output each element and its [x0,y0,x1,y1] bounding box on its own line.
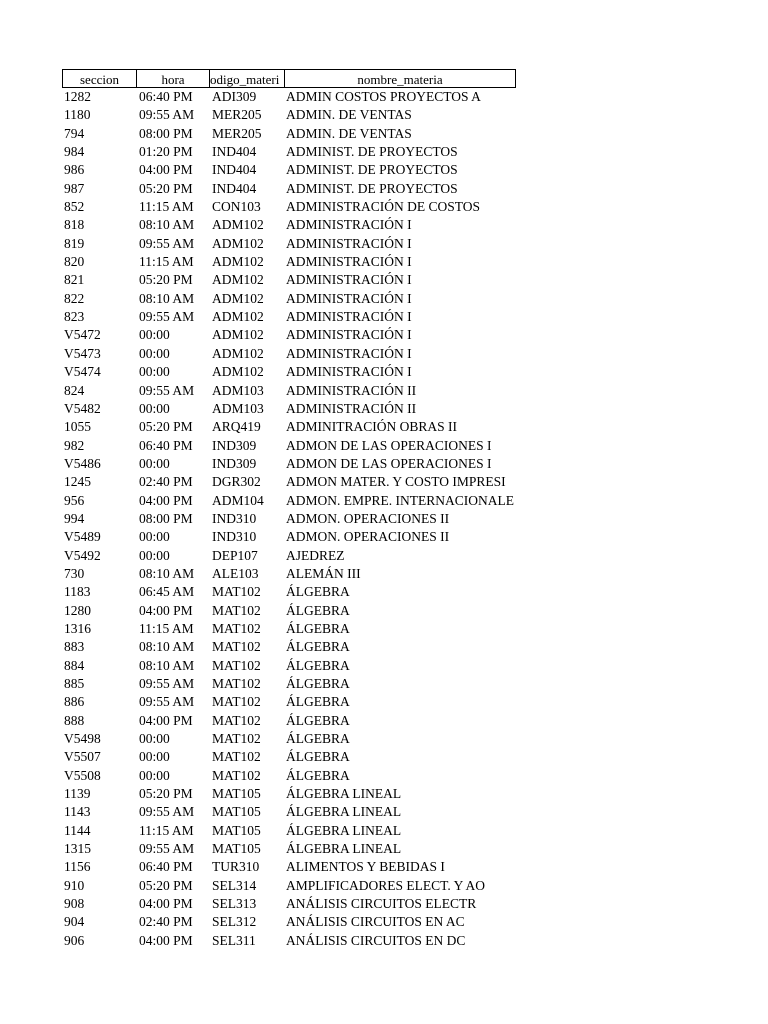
codigo-materia-cell[interactable]: IND310 [212,529,257,545]
nombre-materia-cell[interactable]: ADMINISTRACIÓN II [286,382,417,398]
nombre-materia-cell[interactable]: ADMON. EMPRE. INTERNACIONALE [286,492,514,508]
spreadsheet-table [62,69,532,950]
codigo-materia-cell[interactable]: SEL313 [212,896,257,912]
codigo-materia-cell[interactable]: MAT102 [212,620,261,636]
table-row[interactable] [62,106,532,124]
hora-cell[interactable]: 00:00 [139,749,170,765]
table-row[interactable] [62,308,532,326]
hora-cell[interactable]: 09:55 AM [139,804,195,820]
header-seccion[interactable]: seccion [62,69,136,88]
nombre-materia-cell[interactable]: ADMON DE LAS OPERACIONES I [286,437,492,453]
nombre-materia-cell[interactable]: ADMINIST. DE PROYECTOS [286,180,458,196]
hora-cell[interactable]: 00:00 [139,529,170,545]
table-row[interactable] [62,657,532,675]
hora-cell[interactable]: 04:00 PM [139,932,193,948]
nombre-materia-cell[interactable]: ÁLGEBRA LINEAL [286,841,402,857]
nombre-materia-cell[interactable]: ÁLGEBRA [286,657,350,673]
hora-cell[interactable]: 05:20 PM [139,180,193,196]
codigo-materia-cell[interactable]: MAT102 [212,602,261,618]
nombre-materia-cell[interactable]: ANÁLISIS CIRCUITOS ELECTR [286,896,477,912]
nombre-materia-cell[interactable]: ÁLGEBRA [286,676,350,691]
table-row[interactable] [62,125,532,143]
table-row[interactable] [62,345,532,363]
nombre-materia-cell[interactable]: ADMINISTRACIÓN I [286,272,412,288]
nombre-materia-cell[interactable]: ÁLGEBRA [286,639,350,655]
table-row[interactable] [62,418,532,436]
hora-cell[interactable]: 08:10 AM [139,565,195,581]
seccion-cell[interactable]: V5482 [64,400,101,416]
table-row[interactable] [62,271,532,289]
seccion-cell[interactable]: 982 [64,437,85,453]
codigo-materia-cell[interactable]: MAT102 [212,639,261,655]
nombre-materia-cell[interactable]: ÁLGEBRA [286,731,350,747]
hora-cell[interactable]: 05:20 PM [139,272,193,288]
table-row[interactable] [62,785,532,803]
hora-cell[interactable]: 09:55 AM [139,107,195,123]
codigo-materia-cell[interactable]: IND310 [212,510,257,526]
hora-cell[interactable]: 00:00 [139,767,170,783]
seccion-cell[interactable]: 956 [64,492,85,508]
table-row[interactable] [62,932,532,950]
table-row[interactable] [62,235,532,253]
hora-cell[interactable]: 00:00 [139,400,170,416]
table-row[interactable] [62,253,532,271]
seccion-cell[interactable]: 994 [64,510,85,526]
seccion-cell[interactable]: V5474 [64,364,101,380]
seccion-cell[interactable]: 885 [64,676,85,691]
codigo-materia-cell[interactable]: MAT102 [212,694,261,710]
table-row[interactable] [62,473,532,491]
nombre-materia-cell[interactable]: ÁLGEBRA [286,694,350,710]
table-row[interactable] [62,510,532,528]
nombre-materia-cell[interactable]: ADMON MATER. Y COSTO IMPRESI [286,474,506,490]
hora-cell[interactable]: 00:00 [139,547,170,563]
table-row[interactable] [62,363,532,381]
seccion-cell[interactable]: 1316 [64,620,91,636]
table-row[interactable] [62,400,532,418]
nombre-materia-cell[interactable]: ADMINISTRACIÓN I [286,235,412,251]
seccion-cell[interactable]: 819 [64,235,85,251]
codigo-materia-cell[interactable]: SEL314 [212,877,257,893]
seccion-cell[interactable]: 818 [64,217,85,233]
hora-cell[interactable]: 02:40 PM [139,914,193,930]
codigo-materia-cell[interactable]: MER205 [212,107,262,123]
nombre-materia-cell[interactable]: ADMINIST. DE PROYECTOS [286,162,458,178]
seccion-cell[interactable]: V5472 [64,327,101,343]
hora-cell[interactable]: 04:00 PM [139,492,193,508]
seccion-cell[interactable]: 908 [64,896,85,912]
nombre-materia-cell[interactable]: ALIMENTOS Y BEBIDAS I [286,859,445,875]
hora-cell[interactable]: 00:00 [139,364,170,380]
nombre-materia-cell[interactable]: ADMINIST. DE PROYECTOS [286,144,458,160]
seccion-cell[interactable]: 1139 [64,786,91,802]
hora-cell[interactable]: 04:00 PM [139,896,193,912]
table-row[interactable] [62,180,532,198]
table-row[interactable] [62,693,532,711]
hora-cell[interactable]: 08:00 PM [139,510,193,526]
seccion-cell[interactable]: 820 [64,254,85,270]
hora-cell[interactable]: 09:55 AM [139,676,195,691]
hora-cell[interactable]: 02:40 PM [139,474,193,490]
codigo-materia-cell[interactable]: IND404 [212,162,257,178]
table-row[interactable] [62,858,532,876]
table-row[interactable] [62,803,532,821]
table-row[interactable] [62,161,532,179]
hora-cell[interactable]: 06:40 PM [139,89,193,104]
table-row[interactable] [62,913,532,931]
hora-cell[interactable]: 06:45 AM [139,584,195,600]
seccion-cell[interactable]: V5489 [64,529,101,545]
hora-cell[interactable]: 09:55 AM [139,235,195,251]
nombre-materia-cell[interactable]: ÁLGEBRA [286,712,350,728]
codigo-materia-cell[interactable]: ADM102 [212,217,264,233]
hora-cell[interactable]: 11:15 AM [139,620,194,636]
table-row[interactable] [62,198,532,216]
nombre-materia-cell[interactable]: ÁLGEBRA [286,620,350,636]
table-row[interactable] [62,730,532,748]
table-row[interactable] [62,602,532,620]
nombre-materia-cell[interactable]: ÁLGEBRA [286,767,350,783]
nombre-materia-cell[interactable]: ÁLGEBRA LINEAL [286,822,402,838]
table-row[interactable] [62,840,532,858]
hora-cell[interactable]: 05:20 PM [139,877,193,893]
codigo-materia-cell[interactable]: IND309 [212,437,257,453]
seccion-cell[interactable]: 1315 [64,841,91,857]
hora-cell[interactable]: 08:10 AM [139,639,195,655]
nombre-materia-cell[interactable]: ÁLGEBRA LINEAL [286,786,402,802]
seccion-cell[interactable]: 888 [64,712,85,728]
codigo-materia-cell[interactable]: MAT102 [212,657,261,673]
table-row[interactable] [62,767,532,785]
nombre-materia-cell[interactable]: ADMIN. DE VENTAS [286,107,412,123]
hora-cell[interactable]: 01:20 PM [139,144,193,160]
table-row[interactable] [62,528,532,546]
table-row[interactable] [62,877,532,895]
table-row[interactable] [62,638,532,656]
codigo-materia-cell[interactable]: ADM102 [212,309,264,325]
nombre-materia-cell[interactable]: ADMON. OPERACIONES II [286,510,450,526]
nombre-materia-cell[interactable]: AJEDREZ [286,547,345,563]
seccion-cell[interactable]: V5492 [64,547,101,563]
nombre-materia-cell[interactable]: ADMINISTRACIÓN I [286,217,412,233]
nombre-materia-cell[interactable]: ADMINISTRACIÓN I [286,290,412,306]
hora-cell[interactable]: 09:55 AM [139,694,195,710]
seccion-cell[interactable]: 822 [64,290,85,306]
codigo-materia-cell[interactable]: CON103 [212,199,261,215]
table-row[interactable] [62,143,532,161]
nombre-materia-cell[interactable]: ÁLGEBRA [286,749,350,765]
seccion-cell[interactable]: 852 [64,199,85,215]
header-codigo-materia[interactable]: odigo_materi [209,69,284,88]
table-row[interactable] [62,216,532,234]
nombre-materia-cell[interactable]: ADMINISTRACIÓN II [286,400,417,416]
seccion-cell[interactable]: 823 [64,309,85,325]
seccion-cell[interactable]: 886 [64,694,85,710]
nombre-materia-cell[interactable]: ADMINISTRACIÓN I [286,364,412,380]
table-row[interactable] [62,620,532,638]
nombre-materia-cell[interactable]: ADMINISTRACIÓN I [286,327,412,343]
codigo-materia-cell[interactable]: ADM104 [212,492,264,508]
nombre-materia-cell[interactable]: ADMIN COSTOS PROYECTOS A [286,89,481,104]
nombre-materia-cell[interactable]: ÁLGEBRA [286,602,350,618]
hora-cell[interactable]: 08:10 AM [139,217,195,233]
table-row[interactable] [62,382,532,400]
seccion-cell[interactable]: 730 [64,565,85,581]
hora-cell[interactable]: 04:00 PM [139,712,193,728]
nombre-materia-cell[interactable]: ANÁLISIS CIRCUITOS EN AC [286,914,465,930]
codigo-materia-cell[interactable]: ALE103 [212,565,259,581]
seccion-cell[interactable]: 1245 [64,474,91,490]
table-row[interactable] [62,326,532,344]
hora-cell[interactable]: 00:00 [139,327,170,343]
codigo-materia-cell[interactable]: MAT102 [212,712,261,728]
hora-cell[interactable]: 11:15 AM [139,822,194,838]
codigo-materia-cell[interactable]: TUR310 [212,859,260,875]
codigo-materia-cell[interactable]: MAT102 [212,584,261,600]
codigo-materia-cell[interactable]: ARQ419 [212,419,261,435]
hora-cell[interactable]: 09:55 AM [139,841,195,857]
nombre-materia-cell[interactable]: ADMINISTRACIÓN I [286,309,412,325]
seccion-cell[interactable]: 1183 [64,584,91,600]
hora-cell[interactable]: 06:40 PM [139,859,193,875]
codigo-materia-cell[interactable]: MAT102 [212,731,261,747]
table-row[interactable] [62,547,532,565]
codigo-materia-cell[interactable]: IND404 [212,144,257,160]
nombre-materia-cell[interactable]: ADMINISTRACIÓN DE COSTOS [286,199,481,215]
codigo-materia-cell[interactable]: MAT102 [212,676,261,691]
table-row[interactable] [62,492,532,510]
table-row[interactable] [62,748,532,766]
seccion-cell[interactable]: 884 [64,657,85,673]
codigo-materia-cell[interactable]: ADI309 [212,89,257,104]
hora-cell[interactable]: 05:20 PM [139,786,193,802]
codigo-materia-cell[interactable]: IND309 [212,455,257,471]
seccion-cell[interactable]: 794 [64,125,85,141]
codigo-materia-cell[interactable]: MAT105 [212,822,261,838]
table-row[interactable] [62,437,532,455]
codigo-materia-cell[interactable]: DEP107 [212,547,258,563]
codigo-materia-cell[interactable]: DGR302 [212,474,261,490]
seccion-cell[interactable]: 986 [64,162,85,178]
codigo-materia-cell[interactable]: ADM102 [212,290,264,306]
codigo-materia-cell[interactable]: ADM103 [212,400,264,416]
hora-cell[interactable]: 04:00 PM [139,162,193,178]
hora-cell[interactable]: 08:10 AM [139,657,195,673]
nombre-materia-cell[interactable]: ANÁLISIS CIRCUITOS EN DC [286,932,466,948]
seccion-cell[interactable]: V5486 [64,455,101,471]
nombre-materia-cell[interactable]: ADMON DE LAS OPERACIONES I [286,455,492,471]
header-hora[interactable]: hora [136,69,209,88]
seccion-cell[interactable]: 824 [64,382,85,398]
nombre-materia-cell[interactable]: ADMON. OPERACIONES II [286,529,450,545]
nombre-materia-cell[interactable]: ÁLGEBRA LINEAL [286,804,402,820]
codigo-materia-cell[interactable]: MAT105 [212,841,261,857]
table-row[interactable] [62,565,532,583]
codigo-materia-cell[interactable]: ADM102 [212,235,264,251]
table-row[interactable] [62,583,532,601]
nombre-materia-cell[interactable]: ADMINISTRACIÓN I [286,345,412,361]
table-row[interactable] [62,675,532,693]
codigo-materia-cell[interactable]: ADM102 [212,254,264,270]
header-nombre-materia[interactable]: nombre_materia [284,69,516,88]
seccion-cell[interactable]: V5508 [64,767,101,783]
table-row[interactable] [62,822,532,840]
codigo-materia-cell[interactable]: ADM103 [212,382,264,398]
codigo-materia-cell[interactable]: ADM102 [212,327,264,343]
hora-cell[interactable]: 09:55 AM [139,382,195,398]
codigo-materia-cell[interactable]: MAT102 [212,767,261,783]
codigo-materia-cell[interactable]: MAT105 [212,804,261,820]
seccion-cell[interactable]: 1156 [64,859,91,875]
seccion-cell[interactable]: V5498 [64,731,101,747]
seccion-cell[interactable]: 1144 [64,822,91,838]
table-row[interactable] [62,455,532,473]
seccion-cell[interactable]: 906 [64,932,85,948]
seccion-cell[interactable]: 984 [64,144,85,160]
table-body [62,88,532,950]
seccion-cell[interactable]: V5507 [64,749,101,765]
table-row[interactable] [62,290,532,308]
hora-cell[interactable]: 04:00 PM [139,602,193,618]
nombre-materia-cell[interactable]: ADMINITRACIÓN OBRAS II [286,419,457,435]
nombre-materia-cell[interactable]: ADMIN. DE VENTAS [286,125,412,141]
seccion-cell[interactable]: 910 [64,877,85,893]
hora-cell[interactable]: 00:00 [139,345,170,361]
table-row[interactable] [62,895,532,913]
table-row[interactable] [62,88,532,106]
codigo-materia-cell[interactable]: SEL311 [212,932,256,948]
seccion-cell[interactable]: 904 [64,914,85,930]
codigo-materia-cell[interactable]: IND404 [212,180,257,196]
codigo-materia-cell[interactable]: MER205 [212,125,262,141]
seccion-cell[interactable]: 1055 [64,419,91,435]
hora-cell[interactable]: 00:00 [139,731,170,747]
seccion-cell[interactable]: 1282 [64,89,91,104]
seccion-cell[interactable]: 821 [64,272,85,288]
seccion-cell[interactable]: 1143 [64,804,91,820]
codigo-materia-cell[interactable]: MAT102 [212,749,261,765]
hora-cell[interactable]: 11:15 AM [139,254,194,270]
nombre-materia-cell[interactable]: ALEMÁN III [286,565,361,581]
nombre-materia-cell[interactable]: ÁLGEBRA [286,584,350,600]
seccion-cell[interactable]: 1180 [64,107,91,123]
seccion-cell[interactable]: 987 [64,180,85,196]
codigo-materia-cell[interactable]: ADM102 [212,364,264,380]
hora-cell[interactable]: 08:10 AM [139,290,195,306]
codigo-materia-cell[interactable]: MAT105 [212,786,261,802]
seccion-cell[interactable]: 1280 [64,602,91,618]
hora-cell[interactable]: 11:15 AM [139,199,194,215]
nombre-materia-cell[interactable]: ADMINISTRACIÓN I [286,254,412,270]
codigo-materia-cell[interactable]: ADM102 [212,345,264,361]
hora-cell[interactable]: 06:40 PM [139,437,193,453]
codigo-materia-cell[interactable]: ADM102 [212,272,264,288]
seccion-cell[interactable]: V5473 [64,345,101,361]
nombre-materia-cell[interactable]: AMPLIFICADORES ELECT. Y AO [286,877,486,893]
hora-cell[interactable]: 08:00 PM [139,125,193,141]
hora-cell[interactable]: 09:55 AM [139,309,195,325]
table-row[interactable] [62,712,532,730]
codigo-materia-cell[interactable]: SEL312 [212,914,257,930]
seccion-cell[interactable]: 883 [64,639,85,655]
table-header-row [62,69,532,88]
hora-cell[interactable]: 05:20 PM [139,419,193,435]
hora-cell[interactable]: 00:00 [139,455,170,471]
